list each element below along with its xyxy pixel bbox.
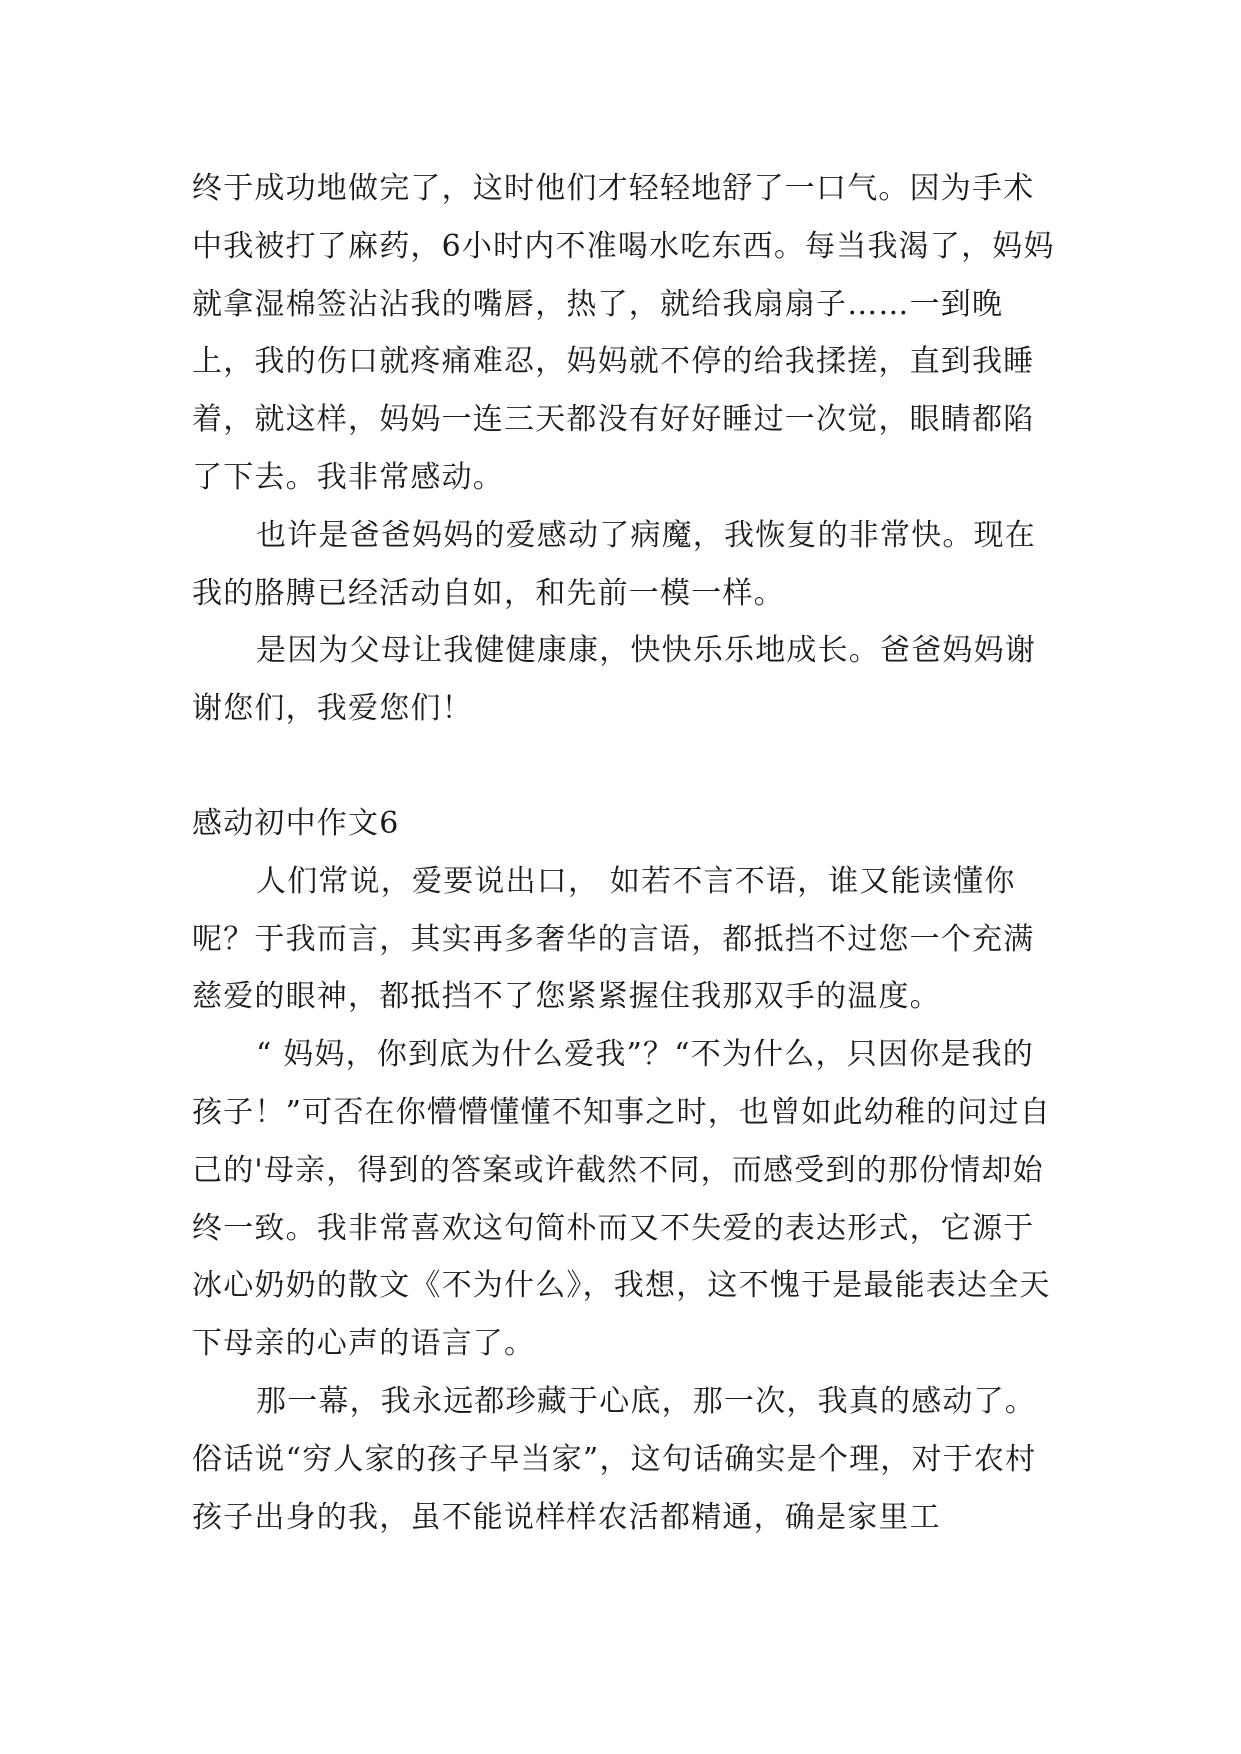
section-title: 感动初中作文6 (192, 806, 400, 841)
essay-continuation (192, 160, 1058, 738)
paragraph-thanks: 是因为父母让我健健康康，快快乐乐地成长。爸爸妈妈谢谢您们，我爱您们！ (192, 633, 1036, 727)
paragraph-recovery: 也许是爸爸妈妈的爱感动了病魔，我恢复的非常快。现在我的胳膊已经活动自如，和先前一模一样。 (192, 517, 1036, 611)
paragraph-memory: 那一幕，我永远都珍藏于心底，那一次，我真的感动了。俗话说“穷人家的孩子早当家”，这句话确实是个理，对于农村孩子出身的我，虽不能说样样农活都精通，确是家里工 (192, 1383, 1037, 1535)
essay-section-6 (192, 795, 1058, 1546)
paragraph-intro: 人们常说，爱要说出口， 如若不言不语，谁又能读懂你呢？于我而言，其实再多奢华的言语，都抵挡不过您一个充满慈爱的眼神，都抵挡不了您紧紧握住我那双手的温度。 (192, 863, 1035, 1015)
paragraph-continued: 终于成功地做完了，这时他们才轻轻地舒了一口气。因为手术中我被打了麻药，6小时内不准喝水吃东西。每当我渴了，妈妈就拿湿棉签沾沾我的嘴唇，热了，就给我扇扇子……一到晚上，我的伤口就疼痛难忍，妈妈就不停的给我揉搓，直到我睡着，就这样，妈妈一连三天都没有好好睡过一次觉，眼睛都陷了下去。我非常感动。 (192, 171, 1055, 495)
paragraph-dialogue: “ 妈妈，你到底为什么爱我”？“不为什么，只因你是我的孩子！”可否在你懵懵懂懂不知事之时，也曾如此幼稚的问过自己的'母亲，得到的答案或许截然不同，而感受到的那份情却始终一致。我非常喜欢这句简朴而又不失爱的表达形式，它源于冰心奶奶的散文《不为什么》，我想，这不愧于是最能表达全天下母亲的心声的语言了。 (192, 1037, 1051, 1362)
